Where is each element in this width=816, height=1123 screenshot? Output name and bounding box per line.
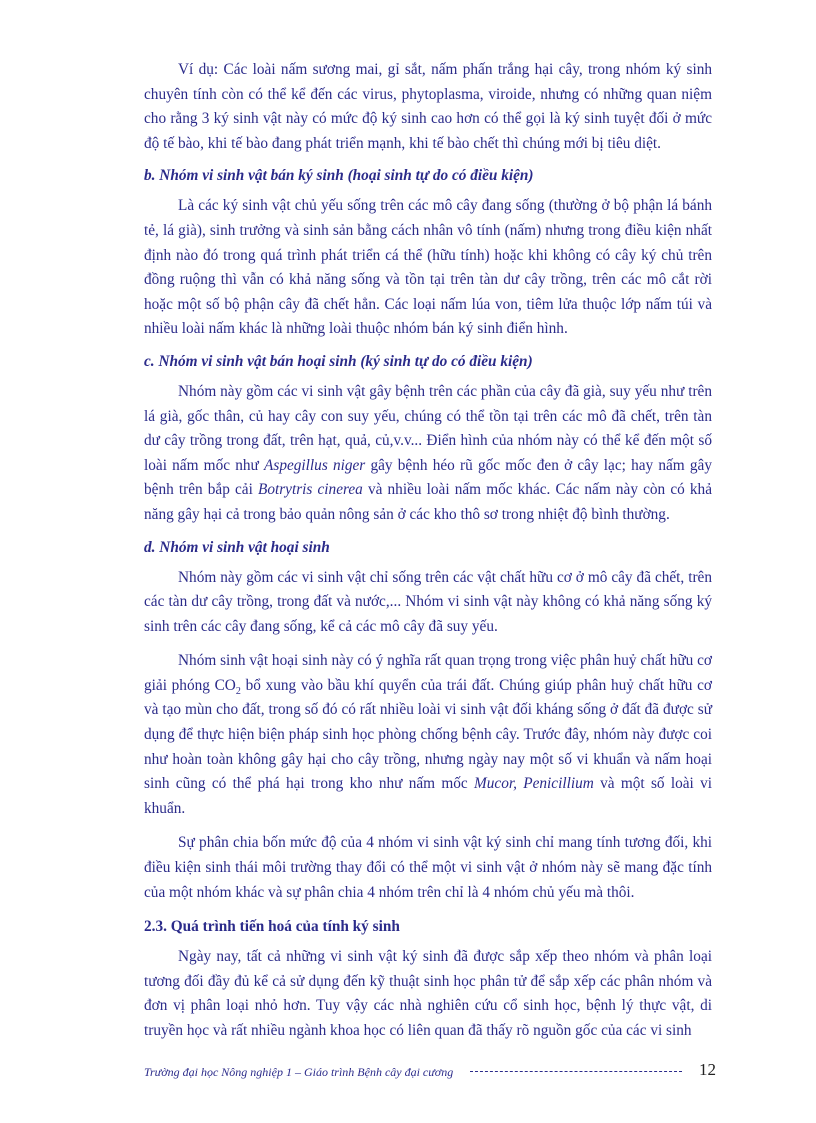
paragraph-classification-note: Sự phân chia bốn mức độ của 4 nhóm vi sinh vật ký sinh chỉ mang tính tương đối, khi điều kiện sinh thái môi trường thay đổi có thể một vi sinh vật ở nhóm này sẽ mang đặc tính của một nhóm khác và sự phân chia 4 nhóm trên chỉ là 4 nhóm chủ yếu mà thôi. [144, 834, 712, 901]
page-number: 12 [699, 1060, 716, 1079]
heading-c: c. Nhóm vi sinh vật bán hoại sinh (ký sinh tự do có điều kiện) [144, 352, 533, 370]
heading-b: b. Nhóm vi sinh vật bán ký sinh (hoại sinh tự do có điều kiện) [144, 167, 534, 185]
section-heading-2-3: 2.3. Quá trình tiến hoá của tính ký sinh [144, 918, 400, 936]
paragraph-evolution: Ngày nay, tất cả những vi sinh vật ký sinh đã được sắp xếp theo nhóm và phân loại tương đối đầy đủ kể cả sử dụng đến kỹ thuật sinh học phân tử để sắp xếp các phân nhóm và đơn vị phân loại nhỏ hơn. Tuy vậy các nhà nghiên cứu cổ sinh học, bệnh lý thực vật, di truyền học và rất nhiều ngành khoa học có liên quan đã thấy rõ nguồn gốc của các vi sinh [144, 948, 712, 1039]
paragraph-semi-parasite: Là các ký sinh vật chủ yếu sống trên các mô cây đang sống (thường ở bộ phận lá bánh tẻ, lá già), sinh trưởng và sinh sản bằng cách nhân vô tính (nấm) nhưng trong điều kiện nhất định nào đó trong quá trình phát triển cá thể (hữu tính) hoặc khi không có cây ký chủ trên đồng ruộng thì vẫn có khả năng sống và tồn tại trên tàn dư cây trồng, trên các mô cắt rời hoặc một số bộ phận cây đã chết hẳn. Các loại nấm lúa von, tiêm lửa thuộc lớp nấm túi và nhiều loài nấm khác là những loài thuộc nhóm bán ký sinh điển hình. [144, 197, 712, 338]
paragraph-semi-saprophyte [144, 380, 712, 528]
paragraph-text: gây bệnh héo rũ gốc mốc đen ở cây lạc; hay nấm gây bệnh trên bắp cải [144, 456, 712, 499]
footer-dashed-line [470, 1071, 682, 1072]
paragraph-text: bổ xung vào bầu khí quyển của trái đất. Chúng giúp phân huỷ chất hữu cơ và tạo mùn cho đất, trong số đó có rất nhiều loài vi sinh vật đối kháng sống ở đất đã được sử dụng để thực hiện biện pháp sinh học phòng chống bệnh cây. Trước đây, nhóm này được coi như hoàn toàn không gây hại cho cây trồng, nhưng ngày nay một số vi khuẩn và nấm hoại sinh cũng có thể phá hại trong kho như nấm mốc [144, 676, 712, 793]
page-content [144, 58, 712, 1044]
species-name: Botrytris cinerea [257, 481, 363, 499]
paragraph-saprophyte-significance [144, 649, 712, 821]
paragraph-saprophyte: Nhóm này gồm các vi sinh vật chỉ sống trên các vật chất hữu cơ ở mô cây đã chết, trên các tàn dư cây trồng, trong đất và nước,... Nhóm vi sinh vật này không có khả năng sống ký sinh trên các cây đang sống, kể cả các mô cây đã suy yếu. [144, 568, 712, 635]
paragraph-text: Nhóm sinh vật hoại sinh này có ý nghĩa rất quan trọng trong việc phân huỷ chất hữu cơ giải phóng CO [144, 652, 712, 694]
footer-text: Trường đại học Nông nghiệp 1 – Giáo trình Bệnh cây đại cương [144, 1065, 454, 1079]
paragraph-text: Nhóm này gồm các vi sinh vật gây bệnh trên các phần của cây đã già, suy yếu như trên lá già, gốc thân, củ hay cây con suy yếu, chúng có thể tồn tại trên các mô đã chết, trên tàn dư cây trồng trong đất, trên hạt, quả, củ,v.v... Điển hình của nhóm này có thể kể đến một số loài nấm mốc như [144, 382, 712, 474]
paragraph-text: và một số loài vi khuẩn. [144, 775, 712, 817]
paragraph-example: Ví dụ: Các loài nấm sương mai, gỉ sắt, nấm phấn trắng hại cây, trong nhóm ký sinh chuyên tính còn có thể kể đến các virus, phytoplasma, viroide, nhưng có những quan niệm cho rằng 3 ký sinh vật này có mức độ ký sinh cao hơn có thể gọi là ký sinh tuyệt đối ở mức độ tế bào, khi tế bào đang phát triển mạnh, khi tế bào chết thì chúng mới bị tiêu diệt. [144, 61, 712, 152]
page-footer [144, 1062, 716, 1082]
species-name: Aspegillus niger [264, 456, 366, 474]
heading-d: d. Nhóm vi sinh vật hoại sinh [144, 538, 330, 556]
subscript: 2 [235, 685, 241, 697]
paragraph-text: và nhiều loài nấm mốc khác. Các nấm này còn có khả năng gây hại cả trong bảo quản nông sản ở các kho thô sơ trong nhiệt độ bình thường. [144, 481, 712, 523]
species-name: Mucor, Penicillium [474, 775, 594, 793]
